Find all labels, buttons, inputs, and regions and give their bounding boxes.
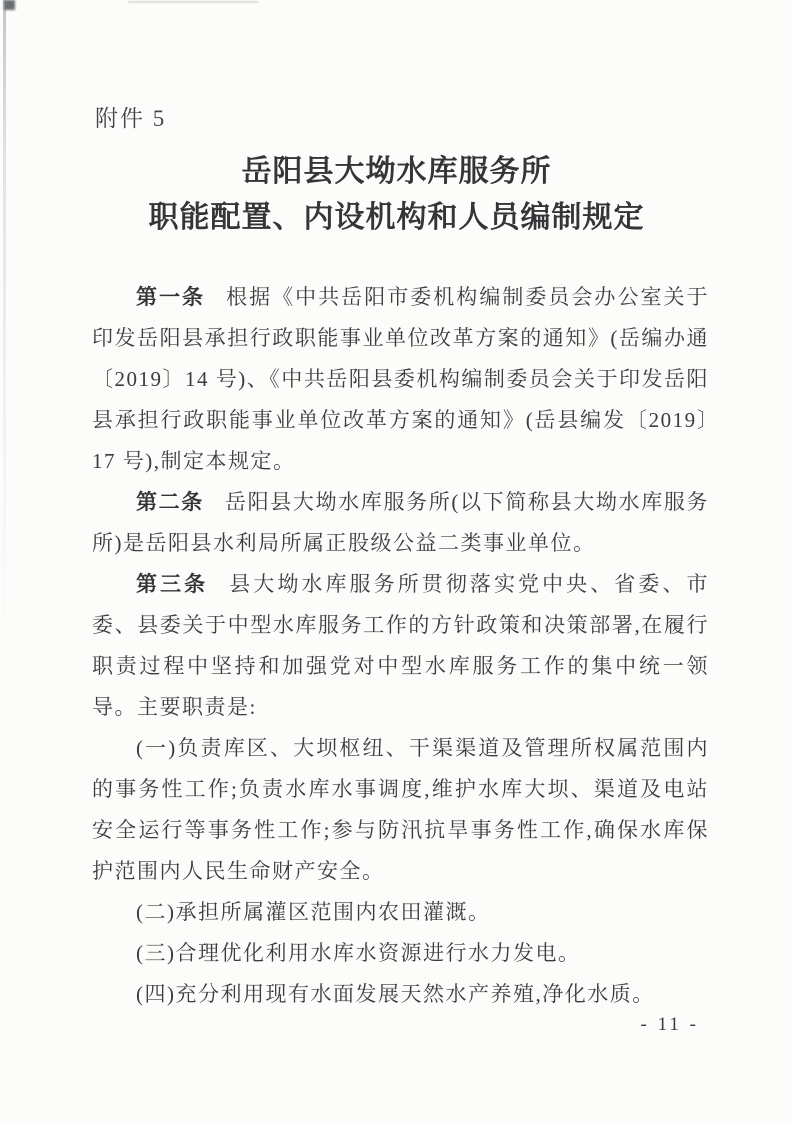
scan-corner-mark	[4, 0, 15, 10]
duty-1-text: (一)负责库区、大坝枢纽、干渠渠道及管理所权属范围内的事务性工作;负责水库水事调度,维护水库大坝、渠道及电站安全运行等事务性工作;参与防汛抗旱事务性工作,确保水库保护范围内人民生命财产安全。	[92, 736, 709, 883]
attachment-label: 附件 5	[95, 106, 167, 131]
title-line-1: 岳阳县大坳水库服务所	[241, 155, 552, 188]
document-body	[92, 277, 709, 1015]
scan-top-artifact	[128, 1, 258, 3]
paragraph-article-1	[92, 277, 709, 482]
article-1-text: 根据《中共岳阳市委机构编制委员会办公室关于印发岳阳县承担行政职能事业单位改革方案的通知》(岳编办通〔2019〕14 号)、《中共岳阳县委机构编制委员会关于印发岳阳县承担行政职能事业单位改革方案的通知》(岳县编发〔2019〕17 号),制定本规定。	[92, 285, 710, 473]
article-2-text: 岳阳县大坳水库服务所(以下简称县大坳水库服务所)是岳阳县水利局所属正股级公益二类事业单位。	[92, 490, 709, 555]
paragraph-duty-4	[92, 974, 709, 1015]
scan-edge-artifact	[3, 0, 6, 640]
paragraph-article-2	[92, 482, 709, 564]
duty-4-text: (四)充分利用现有水面发展天然水产养殖,净化水质。	[136, 982, 655, 1006]
paragraph-duty-1	[92, 728, 709, 892]
paragraph-duty-3	[92, 933, 709, 974]
duty-3-text: (三)合理优化利用水库水资源进行水力发电。	[136, 941, 581, 965]
article-3-head: 第三条	[136, 572, 209, 596]
article-3-text: 县大坳水库服务所贯彻落实党中央、省委、市委、县委关于中型水库服务工作的方针政策和决策部署,在履行职责过程中坚持和加强党对中型水库服务工作的集中统一领导。主要职责是:	[92, 572, 710, 719]
article-2-head: 第二条	[136, 490, 204, 514]
article-1-head: 第一条	[136, 285, 206, 309]
paragraph-duty-2	[92, 892, 709, 933]
page-number: - 11 -	[640, 1014, 699, 1035]
title-line-2: 职能配置、内设机构和人员编制规定	[148, 201, 645, 234]
paragraph-article-3	[92, 564, 709, 728]
document-title	[0, 149, 793, 241]
duty-2-text: (二)承担所属灌区范围内农田灌溉。	[136, 900, 491, 924]
